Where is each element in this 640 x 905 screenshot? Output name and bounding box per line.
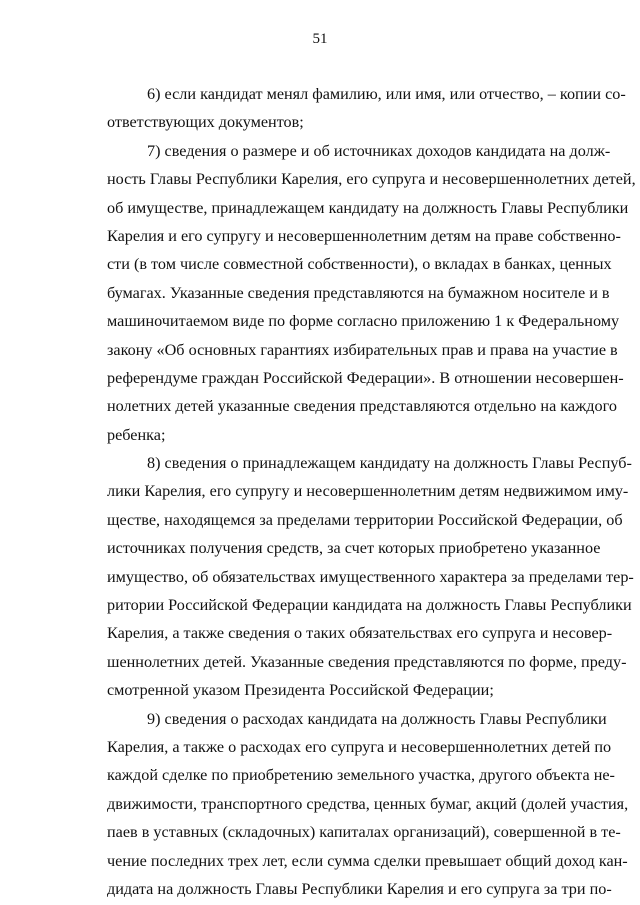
- text-line: ребенка;: [107, 425, 166, 444]
- paragraph-item-7: [107, 137, 636, 449]
- text-line: 9) сведения о расходах кандидата на должность Главы Республики: [147, 709, 607, 728]
- text-line: нолетних детей указанные сведения представляются отдельно на каждого: [107, 397, 617, 416]
- text-line: имущество, об обязательствах имущественного характера за пределами тер-: [107, 567, 634, 586]
- text-line: лики Карелия, его супругу и несовершеннолетним детям недвижимом иму-: [107, 482, 629, 501]
- text-line: Карелия и его супругу и несовершеннолетним детям на праве собственно-: [107, 226, 621, 245]
- text-line: шеннолетних детей. Указанные сведения представляются по форме, преду-: [107, 652, 627, 671]
- paragraph-item-9: [107, 705, 629, 904]
- text-line: ритории Российской Федерации кандидата на должность Главы Республики: [107, 596, 632, 615]
- text-line: смотренной указом Президента Российской Федерации;: [107, 681, 494, 700]
- text-line: паев в уставных (складочных) капиталах организаций), совершенной в те-: [107, 823, 621, 842]
- text-line: ность Главы Республики Карелия, его супруга и несовершеннолетних детей,: [107, 170, 636, 189]
- text-line: движимости, транспортного средства, ценных бумаг, акций (долей участия,: [107, 794, 629, 813]
- text-line: 8) сведения о принадлежащем кандидату на должность Главы Респуб-: [147, 454, 632, 473]
- text-line: 6) если кандидат менял фамилию, или имя, или отчество, – копии со-: [147, 85, 626, 103]
- paragraph-item-8: [107, 449, 634, 705]
- document-body: [107, 80, 636, 903]
- text-line: бумагах. Указанные сведения представляются на бумажном носителе и в: [107, 283, 610, 302]
- text-line: Карелия, а также сведения о таких обязательствах его супруга и несовер-: [107, 624, 613, 643]
- text-line: машиночитаемом виде по форме согласно приложению 1 к Федеральному: [107, 312, 620, 331]
- text-line: сти (в том числе совместной собственности), о вкладах в банках, ценных: [107, 255, 612, 274]
- text-line: чение последних трех лет, если сумма сделки превышает общий доход кан-: [107, 851, 628, 870]
- text-line: дидата на должность Главы Республики Карелия и его супруга за три по-: [107, 879, 612, 898]
- paragraph-item-6: [107, 80, 626, 137]
- text-line: Карелия, а также о расходах его супруга и несовершеннолетних детей по: [107, 737, 612, 756]
- text-line: референдуме граждан Российской Федерации». В отношении несовершен-: [107, 368, 624, 387]
- text-line: 7) сведения о размере и об источниках доходов кандидата на долж-: [147, 141, 611, 160]
- text-line: каждой сделке по приобретению земельного участка, другого объекта не-: [107, 766, 615, 785]
- text-line: ществе, находящемся за пределами территории Российской Федерации, об: [107, 510, 623, 529]
- text-line: ответствующих документов;: [107, 113, 304, 132]
- text-line: закону «Об основных гарантиях избирательных прав и права на участие в: [107, 340, 618, 359]
- page-number: 51: [312, 31, 328, 47]
- text-line: об имуществе, принадлежащем кандидату на должность Главы Республики: [107, 198, 629, 217]
- text-line: источниках получения средств, за счет которых приобретено указанное: [107, 539, 601, 558]
